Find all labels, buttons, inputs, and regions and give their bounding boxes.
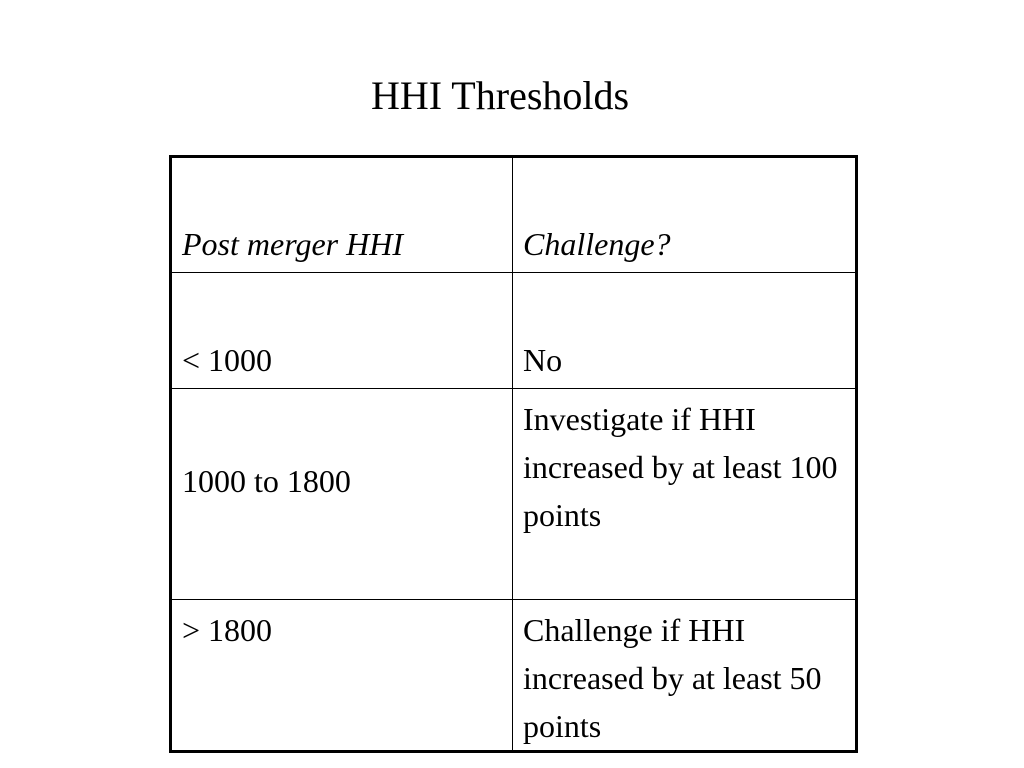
header-cell-post-merger-hhi <box>171 157 513 273</box>
cell-text: Investigate if HHI increased by at least 100 points <box>523 401 838 533</box>
cell-text: < 1000 <box>182 342 273 378</box>
page-title: HHI Thresholds <box>370 73 630 118</box>
table-header-row <box>171 157 857 273</box>
table-row <box>171 600 857 752</box>
header-cell-challenge <box>513 157 857 273</box>
cell-text: No <box>523 342 563 378</box>
table-cell-challenge <box>513 273 857 389</box>
table-cell-challenge <box>513 600 857 752</box>
table-row <box>171 273 857 389</box>
header-label: Challenge? <box>523 226 671 262</box>
header-label: Post merger HHI <box>182 226 403 262</box>
table-row <box>171 389 857 600</box>
table-cell-challenge <box>513 389 857 600</box>
cell-text: > 1800 <box>182 612 273 648</box>
table-cell-hhi-range <box>171 273 513 389</box>
table-cell-hhi-range <box>171 600 513 752</box>
cell-text: 1000 to 1800 <box>182 463 351 499</box>
hhi-thresholds-table <box>169 155 858 753</box>
cell-text: Challenge if HHI increased by at least 50 points <box>523 612 822 744</box>
table-cell-hhi-range <box>171 389 513 600</box>
